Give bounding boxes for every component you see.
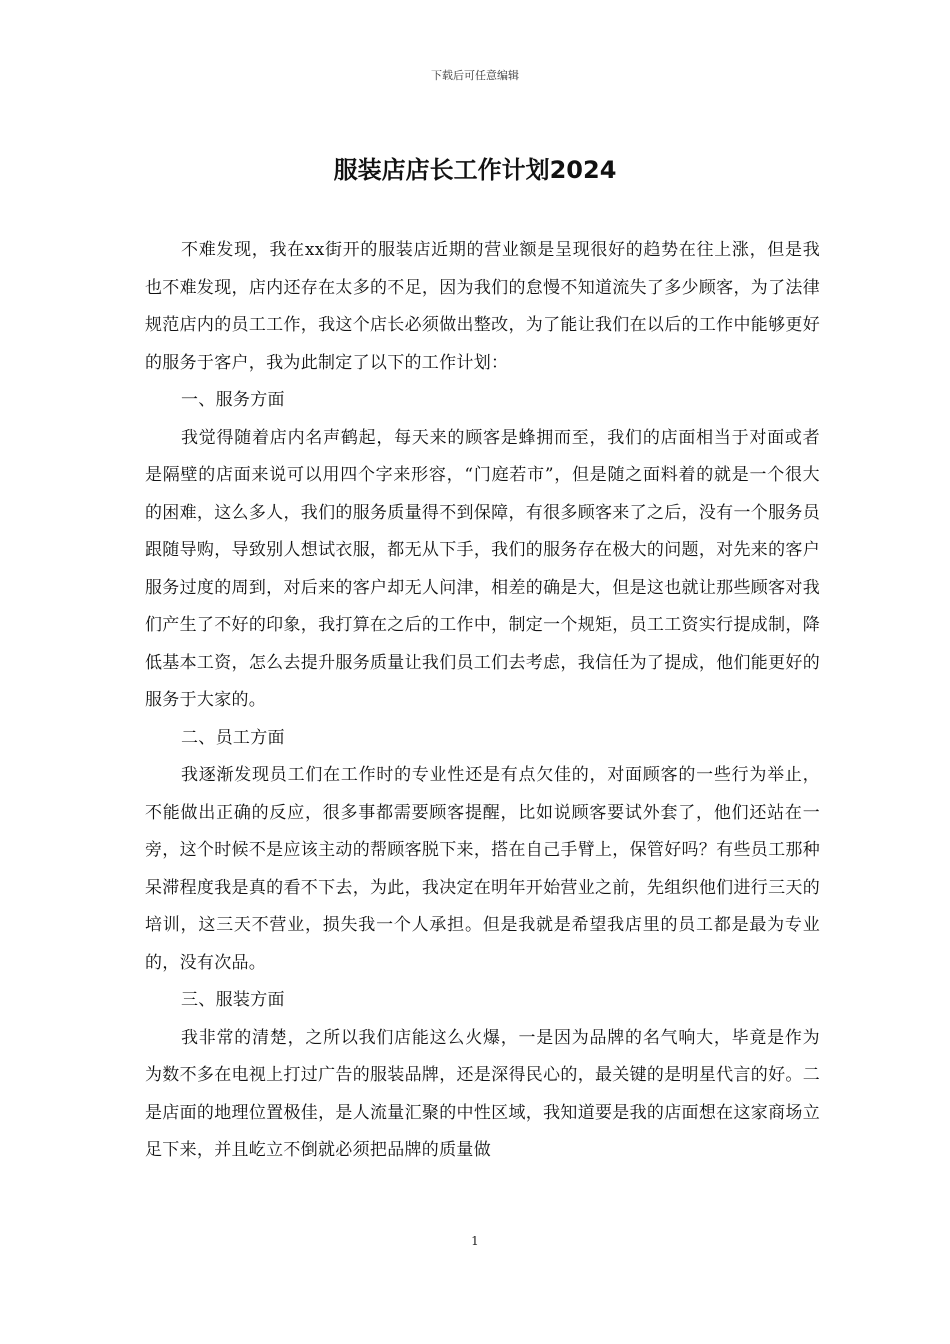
document-title: 服装店店长工作计划2024: [333, 156, 617, 184]
section-heading-clothing: 三、服装方面: [181, 990, 285, 1010]
paragraph-intro: 不难发现，我在xx街开的服装店近期的营业额是呈现很好的趋势在往上涨，但是我也不难发现，店内还存在太多的不足，因为我们的怠慢不知道流失了多少顾客，为了法律规范店内的员工工作，我这个店长必须做出整改，为了能让我们在以后的工作中能够更好的服务于客户，我为此制定了以下的工作计划：: [145, 240, 820, 373]
page-number: 1: [471, 1234, 479, 1248]
section-heading-staff: 二、员工方面: [181, 727, 285, 748]
document-body: [145, 232, 820, 1170]
section-heading-service: 一、服务方面: [181, 390, 285, 410]
paragraph-service: 我觉得随着店内名声鹤起，每天来的顾客是蜂拥而至，我们的店面相当于对面或者是隔壁的店面来说可以用四个字来形容，“门庭若市”，但是随之面料着的就是一个很大的困难，这么多人，我们的服务质量得不到保障，有很多顾客来了之后，没有一个服务员跟随导购，导致别人想试衣服，都无从下手，我们的服务存在极大的问题，对先来的客户服务过度的周到，对后来的客户却无人问津，相差的确是大，但是这也就让那些顾客对我们产生了不好的印象，我打算在之后的工作中，制定一个规矩，员工工资实行提成制，降低基本工资，怎么去提升服务质量让我们员工们去考虑，我信任为了提成，他们能更好的服务于大家的。: [145, 427, 820, 710]
page-header-note: 下载后可任意编辑: [431, 69, 519, 82]
paragraph-staff: 我逐渐发现员工们在工作时的专业性还是有点欠佳的，对面顾客的一些行为举止，不能做出正确的反应，很多事都需要顾客提醒，比如说顾客要试外套了，他们还站在一旁，这个时候不是应该主动的帮顾客脱下来，搭在自己手臂上，保管好吗？有些员工那种呆滞程度我是真的看不下去，为此，我决定在明年开始营业之前，先组织他们进行三天的培训，这三天不营业，损失我一个人承担。但是我就是希望我店里的员工都是最为专业的，没有次品。: [145, 765, 820, 973]
paragraph-clothing: 我非常的清楚，之所以我们店能这么火爆，一是因为品牌的名气响大，毕竟是作为为数不多在电视上打过广告的服装品牌，还是深得民心的，最关键的是明星代言的好。二是店面的地理位置极佳，是人流量汇聚的中性区域，我知道要是我的店面想在这家商场立足下来，并且屹立不倒就必须把品牌的质量做: [145, 1027, 820, 1160]
